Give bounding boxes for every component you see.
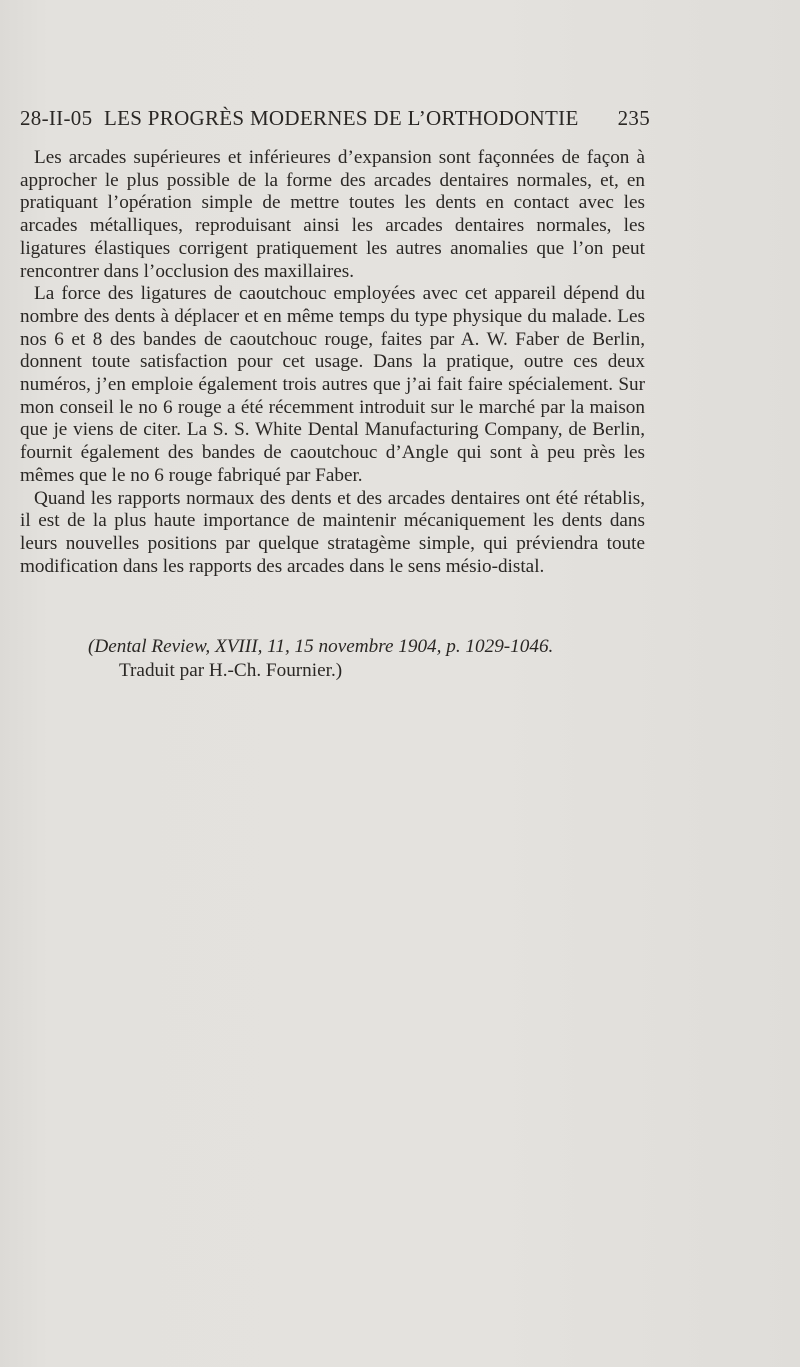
source-citation — [88, 635, 648, 683]
paragraph-expansion-arches: Les arcades supérieures et inférieures d’expansion sont façonnées de façon à approcher le plus possible de la forme des arcades dentaires normales, et, en pratiquant l’opération simple de mettre toutes les dents en contact avec les arcades métalliques, reproduisant ainsi les arcades dentaires normales, les ligatures élastiques corrigent pratiquement les autres anomalies que l’on peut rencontrer dans l’occlusion des maxillaires. — [20, 147, 645, 282]
running-header — [20, 106, 650, 136]
header-title: LES PROGRÈS MODERNES DE L’ORTHODONTIE — [104, 106, 579, 130]
paragraph-rubber-ligatures: La force des ligatures de caoutchouc employées avec cet appareil dépend du nombre des dents à déplacer et en même temps du type physique du malade. Les nos 6 et 8 des bandes de caoutchouc rouge, faites par A. W. Faber de Berlin, donnent toute satisfaction pour cet usage. Dans la pratique, outre ces deux numéros, j’en emploie également trois autres que j’ai fait faire spécialement. Sur mon conseil le no 6 rouge a été récemment introduit sur le marché par la maison que je viens de citer. La S. S. White Dental Manufacturing Company, de Berlin, fournit également des bandes de caoutchouc d’Angle qui sont à peu près les mêmes que le no 6 rouge fabriqué par Faber. — [20, 283, 645, 486]
page-number: 235 — [617, 106, 650, 130]
citation-reference: (Dental Review, XVIII, 11, 15 novembre 1904, p. 1029-1046. — [88, 636, 554, 657]
paragraph-retention: Quand les rapports normaux des dents et des arcades dentaires ont été rétablis, il est de la plus haute importance de maintenir mécaniquement les dents dans leurs nouvelles positions par quelque stratagème simple, qui préviendra toute modification dans les rapports des arcades dans le sens mésio-distal. — [20, 487, 645, 577]
body-text — [20, 147, 645, 578]
header-date: 28-II-05 — [20, 106, 93, 130]
translator-credit: Traduit par H.-Ch. Fournier.) — [119, 660, 343, 681]
